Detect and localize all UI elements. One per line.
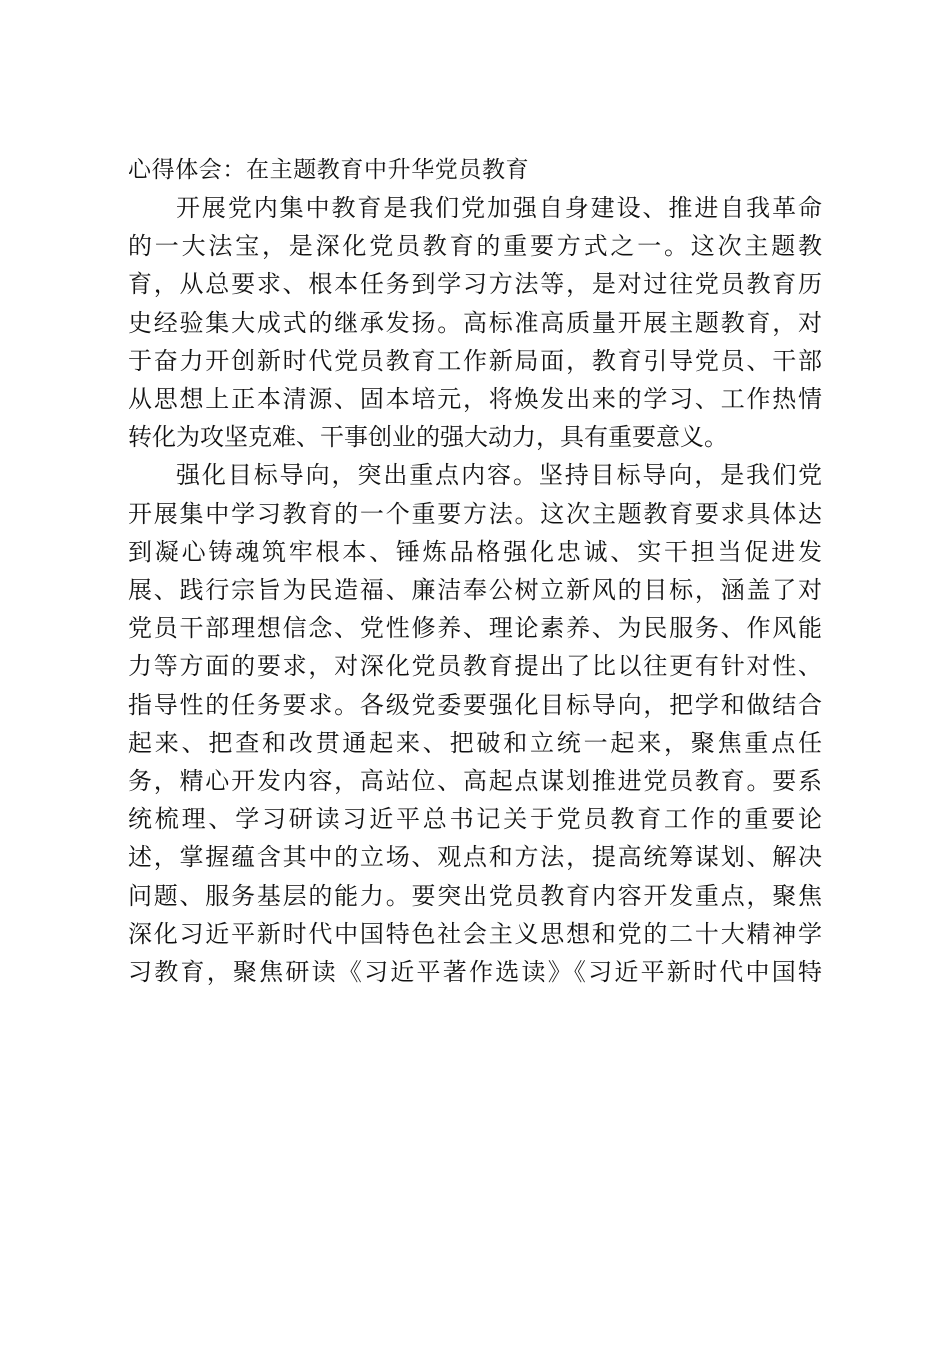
paragraph-2 — [128, 456, 822, 991]
paragraph-line: 习教育，聚焦研读《习近平著作选读》《习近平新时代中国特 — [128, 958, 822, 987]
paragraph-line: 从思想上正本清源、固本培元，将焕发出来的学习、工作热情 — [128, 385, 822, 414]
paragraph-line: 统梳理、学习研读习近平总书记关于党员教育工作的重要论 — [128, 805, 822, 834]
paragraph-1 — [128, 189, 822, 456]
paragraph-line: 问题、服务基层的能力。要突出党员教育内容开发重点，聚焦 — [128, 881, 822, 910]
paragraph-line: 深化习近平新时代中国特色社会主义思想和党的二十大精神学 — [128, 919, 822, 948]
paragraph-line: 党员干部理想信念、党性修养、理论素养、为民服务、作风能 — [128, 614, 822, 643]
paragraph-line: 育，从总要求、根本任务到学习方法等，是对过往党员教育历 — [128, 270, 822, 299]
paragraph-line: 到凝心铸魂筑牢根本、锤炼品格强化忠诚、实干担当促进发 — [128, 537, 822, 566]
paragraph-line: 的一大法宝，是深化党员教育的重要方式之一。这次主题教 — [128, 232, 822, 261]
paragraph-line: 开展党内集中教育是我们党加强自身建设、推进自我革命 — [176, 194, 822, 222]
paragraph-line: 强化目标导向，突出重点内容。坚持目标导向，是我们党 — [176, 461, 822, 490]
paragraph-line: 起来、把查和改贯通起来、把破和立统一起来，聚焦重点任 — [128, 728, 822, 757]
paragraph-line: 展、践行宗旨为民造福、廉洁奉公树立新风的目标，涵盖了对 — [128, 576, 822, 605]
paragraph-line: 史经验集大成式的继承发扬。高标准高质量开展主题教育，对 — [128, 308, 822, 337]
paragraph-line: 述，掌握蕴含其中的立场、观点和方法，提高统筹谋划、解决 — [128, 843, 822, 872]
paragraph-line: 务，精心开发内容，高站位、高起点谋划推进党员教育。要系 — [128, 767, 822, 796]
document-body — [128, 152, 822, 991]
paragraph-line: 开展集中学习教育的一个重要方法。这次主题教育要求具体达 — [128, 499, 822, 528]
document-title: 心得体会：在主题教育中升华党员教育 — [128, 157, 530, 183]
paragraph-line: 力等方面的要求，对深化党员教育提出了比以往更有针对性、 — [128, 652, 822, 681]
paragraph-line: 指导性的任务要求。各级党委要强化目标导向，把学和做结合 — [128, 690, 822, 719]
paragraph-line: 转化为攻坚克难、干事创业的强大动力，具有重要意义。 — [128, 423, 728, 452]
paragraph-line: 于奋力开创新时代党员教育工作新局面，教育引导党员、干部 — [128, 346, 822, 375]
